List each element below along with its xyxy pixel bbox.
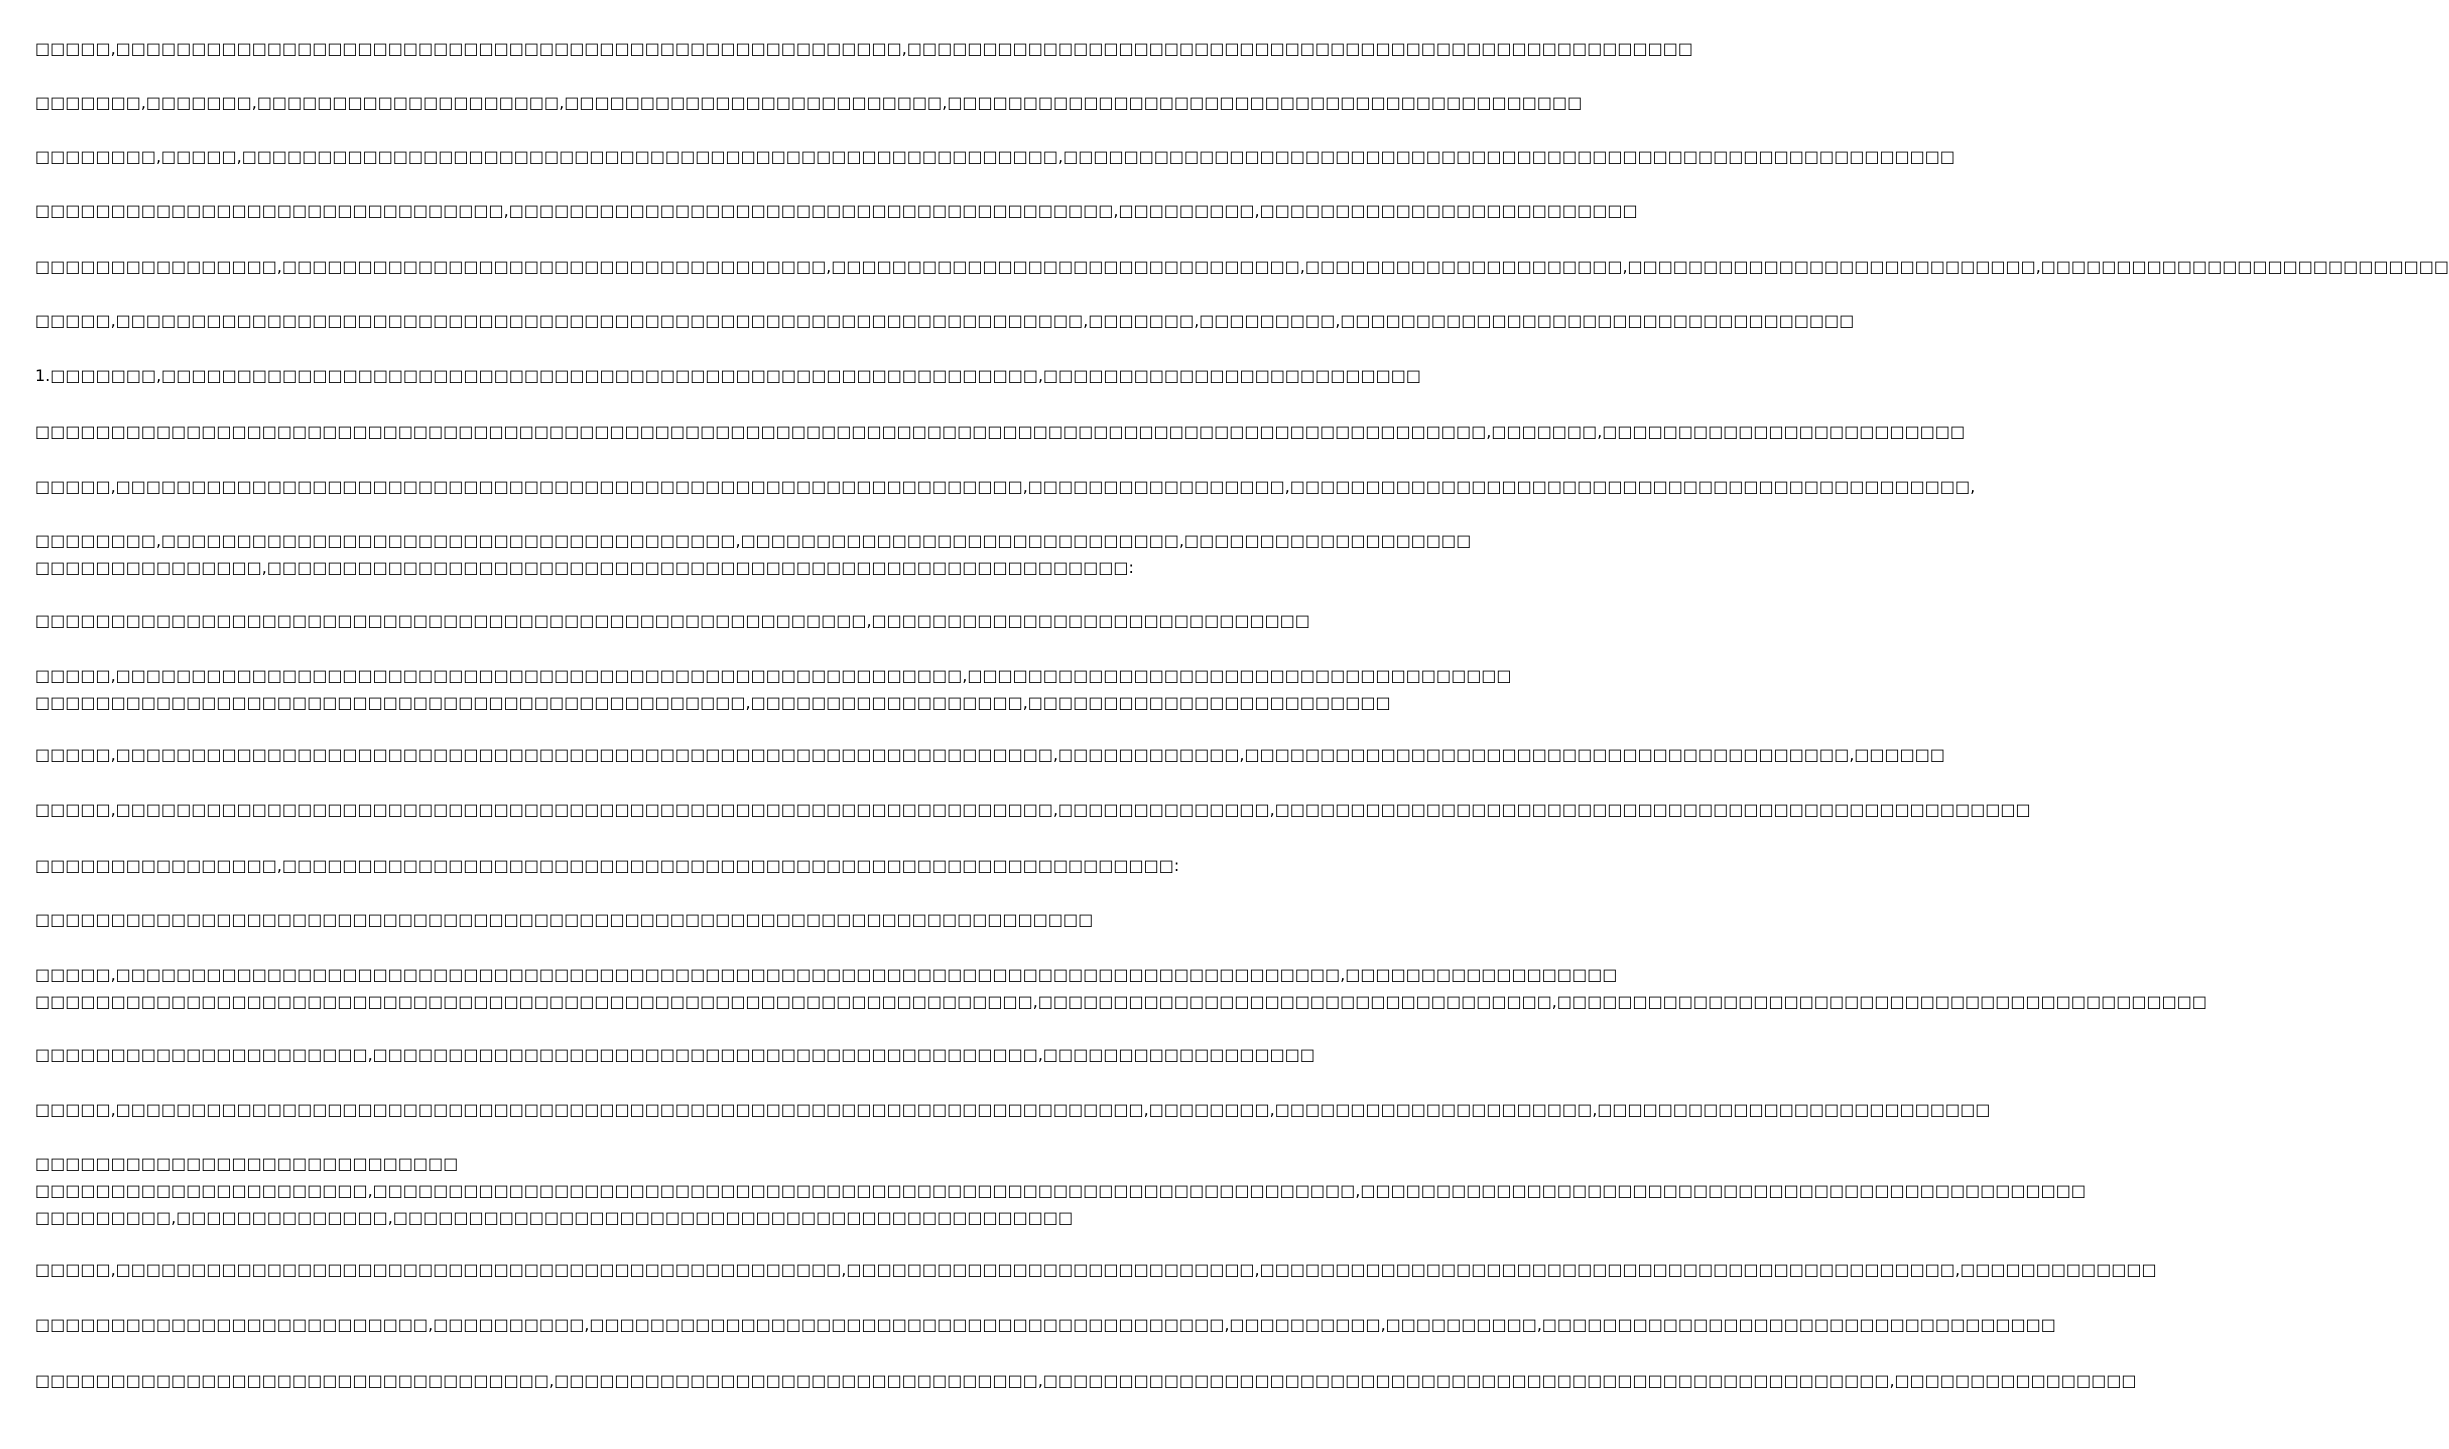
text-line: 1.□□□□□□□,□□□□□□□□□□□□□□□□□□□□□□□□□□□□□□□□□□□□□□□□□□□□□□□□□□□□□□□□□□,□□□□□□□□□□□□□□□□□□□□□□□□□: [35, 366, 1421, 385]
text-line: □□□□□□□□□□□□□□□□□□□□□□□□□□□□□□□□□□□□□□□□□□□□□□□□□□□□□□□,□□□□□□□□□□□□□□□□□□□□□□□□□□□□□: [35, 611, 1310, 630]
text-line: □□□□□□□,□□□□□□□,□□□□□□□□□□□□□□□□□□□□,□□□□□□□□□□□□□□□□□□□□□□□□□,□□□□□□□□□□□□□□□□□□□□□□□□□□□□□□□□□□□□□□□□□□: [35, 93, 1583, 112]
text-line: □□□□□□□□□□□□□□□□□□□□□□□□□□□□: [35, 1154, 459, 1173]
text-line: □□□□□□□□□□□□□□□□,□□□□□□□□□□□□□□□□□□□□□□□□□□□□□□□□□□□□,□□□□□□□□□□□□□□□□□□□□□□□□□□□□□□□,□□□□□□□□□□□□□□□□□□□□□,□□□□□□□□□□□□□□□□□□□□□□□□□□□,□□□□□□□□□□□□□□□□□□□□□□□□□□□: [35, 257, 2449, 276]
text-line: □□□□□,□□□□□□□□□□□□□□□□□□□□□□□□□□□□□□□□□□□□□□□□□□□□□□□□□□□□□□□□,□□□□□□□□□□□□□□□□□□□□□□□□□□□□□□□□□□□□: [35, 666, 1512, 685]
text-line: □□□□□,□□□□□□□□□□□□□□□□□□□□□□□□□□□□□□□□□□□□□□□□□□□□□□□□□□□□,□□□□□□□□□□□□□□□□□□□□□□□□□□□□□□□□□□□□□□□□□□□□□□□□□□□□: [35, 39, 1693, 58]
text-line: □□□□□,□□□□□□□□□□□□□□□□□□□□□□□□□□□□□□□□□□□□□□□□□□□□□□□□□□□□□□□□□□□□□□,□□□□□□□□□□□□□□,□□□□□□□□□□□□□□□□□□□□□□□□□□□□□□□□□□□□□□□□□□□□□□□□□□: [35, 800, 2031, 819]
text-line: □□□□□□□□□□□□□□□□□□□□□□□□□□□□□□□□□□□□□□□□□□□□□□□□□□□□□□□□□□□□□□□□□□□□□□: [35, 910, 1094, 929]
text-line: □□□□□□□□,□□□□□□□□□□□□□□□□□□□□□□□□□□□□□□□□□□□□□□,□□□□□□□□□□□□□□□□□□□□□□□□□□□□□,□□□□□□□□□□□□□□□□□□□: [35, 531, 1472, 550]
text-line: □□□□□,□□□□□□□□□□□□□□□□□□□□□□□□□□□□□□□□□□□□□□□□□□□□□□□□,□□□□□□□□□□□□□□□□□□□□□□□□□□□,□□□□□□□□□□□□□□□□□□□□□□□□□□□□□□□□□□□□□□□□□□□□□□,□□□□□□□□□□□□□: [35, 1260, 2157, 1279]
document-body: [35, 0, 2449, 1449]
text-line: □□□□□,□□□□□□□□□□□□□□□□□□□□□□□□□□□□□□□□□□□□□□□□□□□□□□□□□□□□□□□□□□□□□□□□□□□□,□□□□□□□□,□□□□□□□□□□□□□□□□□□□□□,□□□□□□□□□□□□□□□□□□□□□□□□□□: [35, 1100, 1991, 1119]
text-line: □□□□□□□□□□□□□□□□□□□□□□□□□□,□□□□□□□□□□,□□□□□□□□□□□□□□□□□□□□□□□□□□□□□□□□□□□□□□□□□□,□□□□□□□□□□,□□□□□□□□□□,□□□□□□□□□□□□□□□□□□□□□□□□□□□□□□□□□□: [35, 1315, 2056, 1334]
text-line: □□□□□□□□□□□□□□□□□□□□□□□□□□□□□□□□□□,□□□□□□□□□□□□□□□□□□□□□□□□□□□□□□□□,□□□□□□□□□□□□□□□□□□□□□□□□□□□□□□□□□□□□□□□□□□□□□□□□□□□□□□□□,□□□□□□□□□□□□□□□□: [35, 1371, 2137, 1390]
text-line: □□□□□,□□□□□□□□□□□□□□□□□□□□□□□□□□□□□□□□□□□□□□□□□□□□□□□□□□□□□□□□□□□□,□□□□□□□□□□□□□□□□□,□□□□□□□□□□□□□□□□□□□□□□□□□□□□□□□□□□□□□□□□□□□□□,: [35, 477, 1976, 496]
text-line: □□□□□,□□□□□□□□□□□□□□□□□□□□□□□□□□□□□□□□□□□□□□□□□□□□□□□□□□□□□□□□□□□□□□,□□□□□□□□□□□□,□□□□□□□□□□□□□□□□□□□□□□□□□□□□□□□□□□□□□□□□,□□□□□□: [35, 745, 1945, 764]
text-line: □□□□□□□□□,□□□□□□□□□□□□□□,□□□□□□□□□□□□□□□□□□□□□□□□□□□□□□□□□□□□□□□□□□□□□: [35, 1208, 1074, 1227]
text-line: □□□□□□□□,□□□□□,□□□□□□□□□□□□□□□□□□□□□□□□□□□□□□□□□□□□□□□□□□□□□□□□□□□□□□,□□□□□□□□□□□□□□□□□□□□□□□□□□□□□□□□□□□□□□□□□□□□□□□□□□□□□□□□□□□: [35, 147, 1956, 166]
text-line: □□□□□,□□□□□□□□□□□□□□□□□□□□□□□□□□□□□□□□□□□□□□□□□□□□□□□□□□□□□□□□□□□□□□□□,□□□□□□□,□□□□□□□□□,□□□□□□□□□□□□□□□□□□□□□□□□□□□□□□□□□□: [35, 311, 1855, 330]
text-line: □□□□□□□□□□□□□□□□□□□□□□,□□□□□□□□□□□□□□□□□□□□□□□□□□□□□□□□□□□□□□□□□□□□□□□□□□□□□□□□□□□□□□□□□,□□□□□□□□□□□□□□□□□□□□□□□□□□□□□□□□□□□□□□□□□□□□□□□□: [35, 1181, 2086, 1200]
text-line: □□□□□□□□□□□□□□□,□□□□□□□□□□□□□□□□□□□□□□□□□□□□□□□□□□□□□□□□□□□□□□□□□□□□□□□□□:: [35, 558, 1134, 577]
text-line: □□□□□□□□□□□□□□□□□□□□□□□□□□□□□□□□□□□□□□□□□□□□□□□□□□□□□□□□□□□□□□□□□□,□□□□□□□□□□□□□□□□□□□□□□□□□□□□□□□□□□,□□□□□□□□□□□□□□□□□□□□□□□□□□□□□□□□□□□□□□□□□□□: [35, 992, 2207, 1011]
text-line: □□□□□□□□□□□□□□□□□□□□□□□□□□□□□□□□□□□□□□□□□□□□□□□,□□□□□□□□□□□□□□□□□□,□□□□□□□□□□□□□□□□□□□□□□□□: [35, 693, 1391, 712]
text-line: □□□□□□□□□□□□□□□□□□□□□□,□□□□□□□□□□□□□□□□□□□□□□□□□□□□□□□□□□□□□□□□□□□□,□□□□□□□□□□□□□□□□□□: [35, 1045, 1316, 1064]
text-line: □□□□□□□□□□□□□□□□□□□□□□□□□□□□□□□,□□□□□□□□□□□□□□□□□□□□□□□□□□□□□□□□□□□□□□□□,□□□□□□□□□,□□□□□□□□□□□□□□□□□□□□□□□□□: [35, 201, 1638, 220]
text-line: □□□□□□□□□□□□□□□□,□□□□□□□□□□□□□□□□□□□□□□□□□□□□□□□□□□□□□□□□□□□□□□□□□□□□□□□□□□□:: [35, 856, 1180, 875]
text-line: □□□□□□□□□□□□□□□□□□□□□□□□□□□□□□□□□□□□□□□□□□□□□□□□□□□□□□□□□□□□□□□□□□□□□□□□□□□□□□□□□□□□□□□□□□□□□□□□,□□□□□□□,□□□□□□□□□□□□□□□□□□□□□□□□: [35, 422, 1966, 441]
text-line: □□□□□,□□□□□□□□□□□□□□□□□□□□□□□□□□□□□□□□□□□□□□□□□□□□□□□□□□□□□□□□□□□□□□□□□□□□□□□□□□□□□□□□□,□□□□□□□□□□□□□□□□□□: [35, 965, 1618, 984]
